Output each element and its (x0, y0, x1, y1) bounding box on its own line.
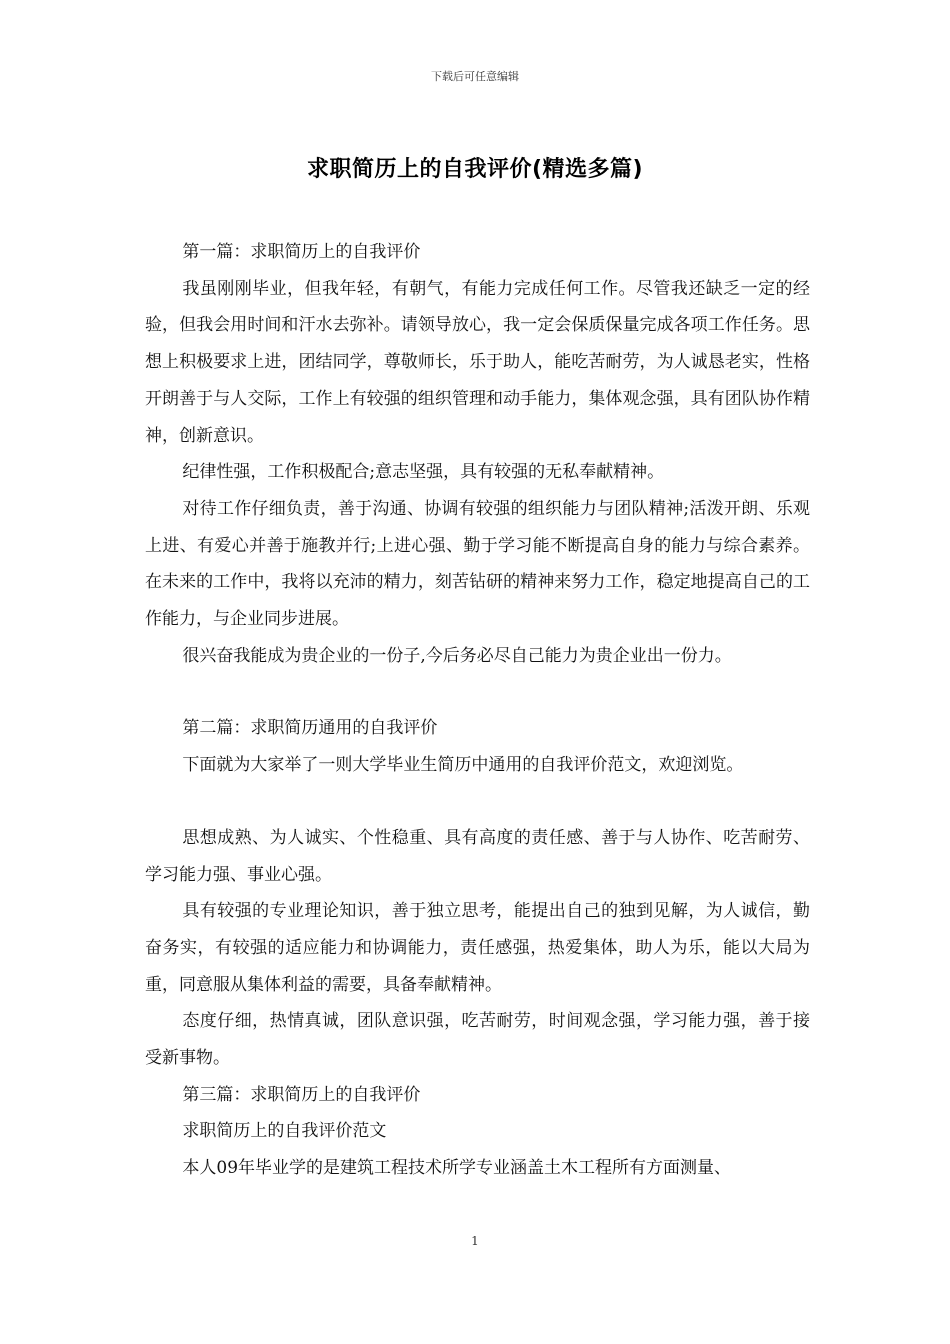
paragraph: 本人09年毕业学的是建筑工程技术所学专业涵盖土木工程所有方面测量、 (182, 1158, 732, 1179)
section-heading-1: 第一篇：求职简历上的自我评价 (182, 242, 421, 262)
header-note: 下载后可任意编辑 (431, 70, 519, 83)
paragraph: 我虽刚刚毕业，但我年轻，有朝气，有能力完成任何工作。尽管我还缺乏一定的经验，但我会用时间和汗水去弥补。请领导放心，我一定会保质保量完成各项工作任务。思想上积极要求上进，团结同学，尊敬师长，乐于助人，能吃苦耐劳，为人诚恳老实，性格开朗善于与人交际，工作上有较强的组织管理和动手能力，集体观念强，具有团队协作精神，创新意识。 (145, 278, 810, 446)
document-body (145, 234, 810, 1187)
paragraph: 求职简历上的自我评价范文 (182, 1121, 387, 1142)
document-title: 求职简历上的自我评价(精选多篇) (306, 157, 644, 182)
section-heading-3: 第三篇：求职简历上的自我评价 (182, 1084, 421, 1105)
paragraph: 具有较强的专业理论知识，善于独立思考，能提出自己的独到见解，为人诚信，勤奋务实，有较强的适应能力和协调能力，责任感强，热爱集体，助人为乐，能以大局为重，同意服从集体利益的需要，具备奉献精神。 (145, 901, 810, 995)
section-heading-2: 第二篇：求职简历通用的自我评价 (182, 718, 438, 739)
paragraph: 态度仔细，热情真诚，团队意识强，吃苦耐劳，时间观念强，学习能力强，善于接受新事物。 (145, 1011, 810, 1069)
paragraph: 对待工作仔细负责，善于沟通、协调有较强的组织能力与团队精神;活泼开朗、乐观上进、有爱心并善于施教并行;上进心强、勤于学习能不断提高自身的能力与综合素养。在未来的工作中，我将以充沛的精力，刻苦钻研的精神来努力工作，稳定地提高自己的工作能力，与企业同步进展。 (145, 498, 810, 630)
page-number: 1 (471, 1234, 479, 1248)
paragraph: 思想成熟、为人诚实、个性稳重、具有高度的责任感、善于与人协作、吃苦耐劳、学习能力强、事业心强。 (145, 827, 810, 885)
paragraph: 很兴奋我能成为贵企业的一份子,今后务必尽自己能力为贵企业出一份力。 (182, 645, 732, 666)
paragraph: 下面就为大家举了一则大学毕业生简历中通用的自我评价范文，欢迎浏览。 (182, 755, 744, 776)
paragraph: 纪律性强，工作积极配合;意志坚强，具有较强的无私奉献精神。 (182, 462, 665, 483)
